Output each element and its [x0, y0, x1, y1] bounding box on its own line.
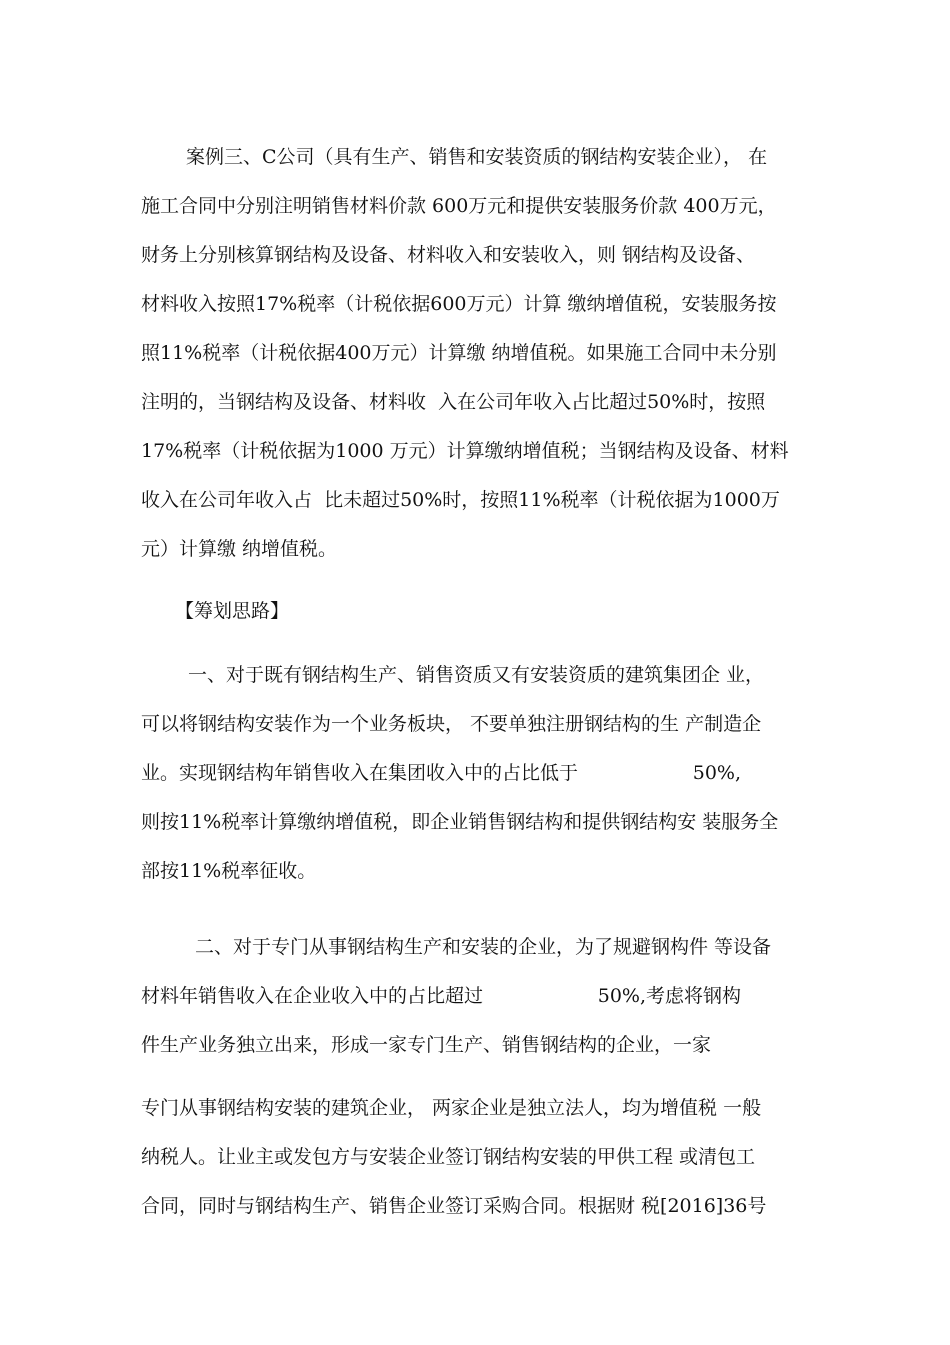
text-line: 合同，同时与钢结构生产、销售企业签订采购合同。根据财 税[2016]36号 — [141, 1195, 767, 1217]
text-line: 可以将钢结构安装作为一个业务板块， 不要单独注册钢结构的生 产制造企 — [141, 713, 762, 735]
text-line: 部按11%税率征收。 — [141, 860, 317, 882]
text-line: 案例三、C公司（具有生产、销售和安装资质的钢结构安装企业）， 在 — [186, 146, 768, 168]
text-line: 二、对于专门从事钢结构生产和安装的企业，为了规避钢构件 等设备 — [195, 936, 772, 958]
text-line: 材料年销售收入在企业收入中的占比超过 50%,考虑将钢构 — [141, 985, 742, 1007]
text-line: 业。实现钢结构年销售收入在集团收入中的占比低于 50%, — [141, 762, 742, 784]
text-line: 专门从事钢结构安装的建筑企业， 两家企业是独立法人，均为增值税 一般 — [141, 1097, 762, 1119]
text-line: 元）计算缴 纳增值税。 — [141, 538, 338, 560]
text-line: 一、对于既有钢结构生产、销售资质又有安装资质的建筑集团企 业， — [188, 664, 765, 686]
text-line: 纳税人。让业主或发包方与安装企业签订钢结构安装的甲供工程 或清包工 — [141, 1146, 756, 1168]
text-line: 收入在公司年收入占 比未超过50%时，按照11%税率（计税依据为1000万 — [141, 489, 780, 511]
text-line: 照11%税率（计税依据400万元）计算缴 纳增值税。如果施工合同中未分别 — [141, 342, 777, 364]
text-line: 材料收入按照17%税率（计税依据600万元）计算 缴纳增值税，安装服务按 — [141, 293, 777, 315]
section-heading: 【筹划思路】 — [175, 600, 290, 622]
text-line: 17%税率（计税依据为1000 万元）计算缴纳增值税；当钢结构及设备、材料 — [141, 440, 789, 462]
text-line: 施工合同中分别注明销售材料价款 600万元和提供安装服务价款 400万元， — [141, 195, 777, 217]
text-line: 注明的，当钢结构及设备、材料收 入在公司年收入占比超过50%时，按照 — [141, 391, 766, 413]
text-line: 则按11%税率计算缴纳增值税，即企业销售钢结构和提供钢结构安 装服务全 — [141, 811, 779, 833]
text-line: 财务上分别核算钢结构及设备、材料收入和安装收入，则 钢结构及设备、 — [141, 244, 756, 266]
text-line: 件生产业务独立出来，形成一家专门生产、销售钢结构的企业，一家 — [141, 1034, 712, 1056]
